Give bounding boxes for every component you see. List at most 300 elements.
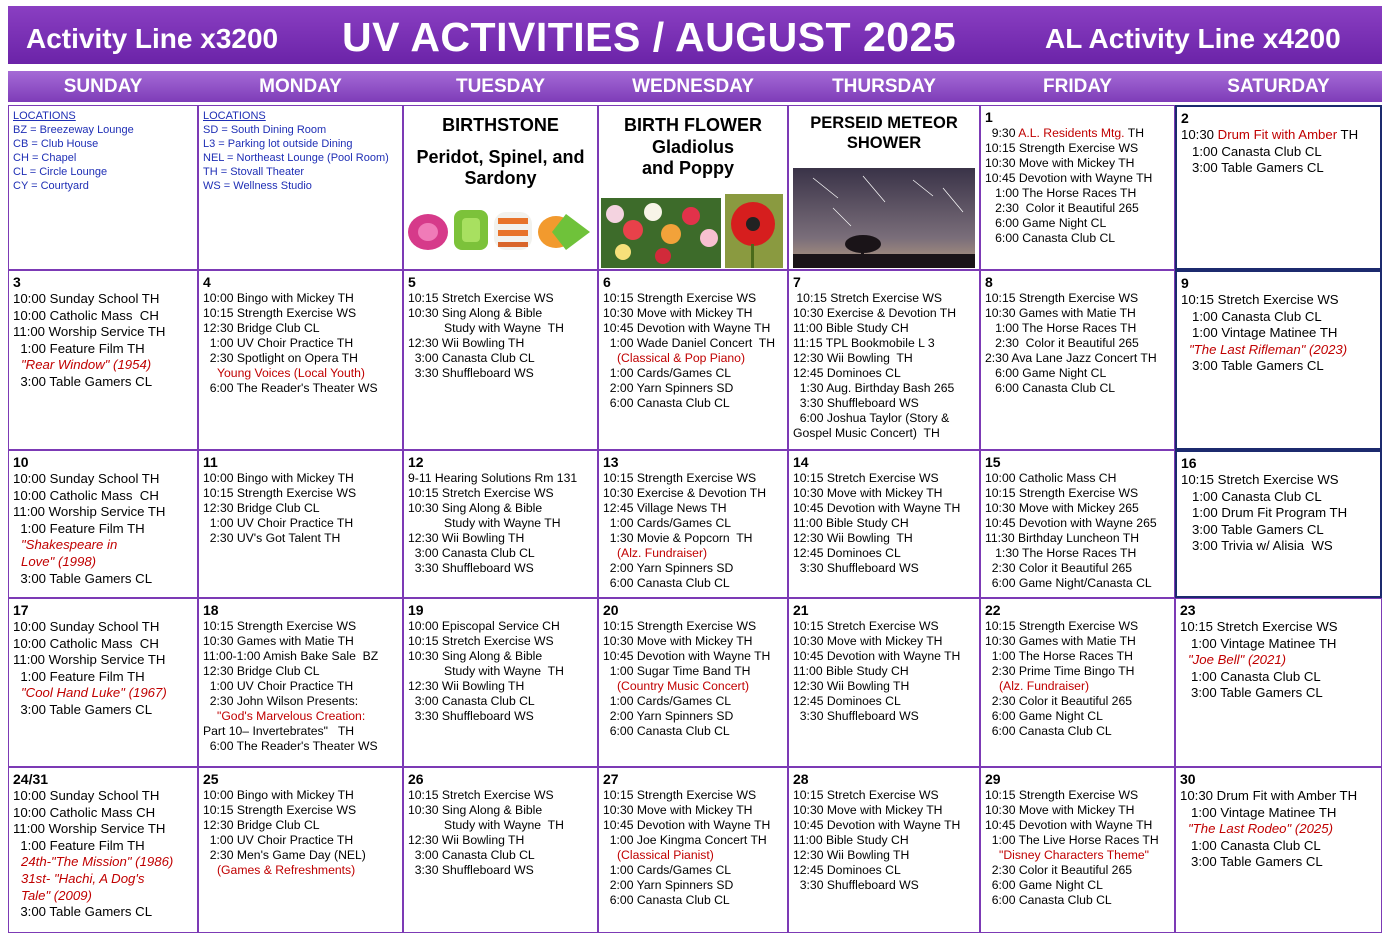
activity-line: 10:15 Strength Exercise WS: [603, 471, 757, 485]
day-cell: [403, 270, 598, 450]
day-number: 9: [1181, 275, 1189, 291]
activity-line: 6:00 Canasta Club CL: [603, 576, 730, 590]
activity-line: 10:00 Catholic Mass CH: [13, 804, 156, 820]
activity-line: 10:30 Games with Matie TH: [985, 634, 1136, 648]
activity-location: TH: [1124, 126, 1144, 140]
activity-line: 12:30 Wii Bowling TH: [793, 531, 913, 545]
day-number: 22: [985, 602, 1001, 618]
activity-line: 3:30 Shuffleboard WS: [408, 863, 534, 877]
activity-line: 1:00 Canasta Club CL: [1180, 668, 1321, 684]
day-header-sunday: SUNDAY: [63, 75, 143, 97]
day-number: 25: [203, 771, 219, 787]
activity-line: 2:30 Color it Beautiful 265: [985, 863, 1133, 877]
activity-line: 1:00 UV Choir Practice TH: [203, 833, 354, 847]
activity-line: 1:00 UV Choir Practice TH: [203, 516, 354, 530]
day-cell: [980, 270, 1175, 450]
activity-line: 12:45 Dominoes CL: [793, 863, 901, 877]
activity-line: 11:30 Birthday Luncheon TH: [985, 531, 1140, 545]
activity-line: 10:00 Sunday School TH: [13, 471, 160, 486]
activity-line: 12:30 Wii Bowling TH: [793, 848, 910, 862]
locations-legend-1: [8, 105, 198, 270]
activity-line: 1:00 The Horse Races TH: [985, 649, 1133, 663]
birth-flower-box: [598, 105, 788, 270]
activity-line: "The Last Rodeo" (2025): [1188, 821, 1333, 837]
activity-line: 10:30 Move with Mickey TH: [793, 634, 943, 648]
activity-line: 3:00 Canasta Club CL: [408, 694, 535, 708]
activity-line: (Classical & Pop Piano): [617, 351, 746, 365]
activity-line: 3:00 Canasta Club CL: [408, 546, 535, 560]
activity-line: 10:15 Stretch Exercise WS: [408, 634, 554, 648]
activity-line: 2:30 Color it Beautiful 265: [985, 561, 1133, 575]
day-number: 13: [603, 454, 619, 470]
activity-line: Study with Wayne TH: [444, 516, 561, 530]
day-cell: [788, 598, 980, 767]
activity-line: 10:45 Devotion with Wayne TH: [793, 818, 961, 832]
activity-line: 1:00 Feature Film TH: [13, 837, 145, 853]
activity-line: 10:45 Devotion with Wayne TH: [985, 171, 1153, 185]
activity-line: 10:15 Stretch Exercise WS: [1181, 472, 1339, 487]
birth-flower-name-2: and Poppy: [641, 158, 734, 178]
activity-line: 12:30 Bridge Club CL: [203, 818, 320, 832]
activity-line: 2:30 John Wilson Presents:: [203, 694, 359, 708]
activity-line: 11:00 Bible Study CH: [793, 321, 909, 335]
activity-line: Study with Wayne TH: [444, 664, 564, 678]
activity-line: [985, 126, 1170, 141]
activity-line: 10:15 Strength Exercise WS: [203, 619, 357, 633]
day-cell: [8, 270, 198, 450]
legend-item: CB = Club House: [13, 138, 99, 150]
legend-item: CL = Circle Lounge: [13, 166, 108, 178]
activity-line: 10:30 Sing Along & Bible: [408, 649, 543, 663]
activity-line: 11:00 Worship Service TH: [13, 652, 166, 668]
day-number: 16: [1181, 455, 1197, 471]
day-cell: [198, 767, 403, 933]
day-cell: [403, 767, 598, 933]
activity-line: 1:30 The Horse Races TH: [985, 546, 1137, 560]
activity-line: 12:30 Wii Bowling TH: [793, 679, 910, 693]
day-number: 26: [408, 771, 424, 787]
day-cell: [598, 450, 788, 598]
activity-line: 2:30 UV's Got Talent TH: [203, 531, 341, 545]
activity-line: 12:30 Wii Bowling TH: [408, 833, 525, 847]
activity-line: 6:00 Canasta Club CL: [603, 396, 730, 410]
day-number: 18: [203, 602, 219, 618]
activity-line: 2:00 Yarn Spinners SD: [603, 878, 734, 892]
activity-line: 11:15 TPL Bookmobile L 3: [793, 336, 935, 350]
activity-line: 1:00 Vintage Matinee TH: [1180, 804, 1337, 820]
activity-line: 12:30 Bridge Club CL: [203, 501, 320, 515]
activity-line: 10:00 Sunday School TH: [13, 788, 160, 803]
activity-line: 31st- "Hachi, A Dog's: [21, 870, 145, 886]
activity-line: 6:00 Canasta Club CL: [985, 381, 1116, 395]
activity-line: 1:00 Canasta Club CL: [1181, 488, 1322, 504]
activity-line: 10:00 Bingo with Mickey TH: [203, 291, 354, 305]
activity-line: 3:00 Table Gamers CL: [1181, 358, 1324, 374]
activity-line: 1:00 Vintage Matinee TH: [1180, 635, 1337, 651]
day-number: 24/31: [13, 771, 49, 787]
activity-line: 10:45 Devotion with Wayne TH: [603, 818, 771, 832]
activity-line: 2:30 Spotlight on Opera TH: [203, 351, 358, 365]
activity-line: 11:00 Bible Study CH: [793, 516, 909, 530]
activity-time: 9:30: [985, 126, 1019, 140]
activity-line: 11:00 Bible Study CH: [793, 664, 909, 678]
day-header-tuesday: TUESDAY: [455, 75, 546, 97]
activity-line: 10:30 Exercise & Devotion TH: [793, 306, 957, 320]
activity-line: 10:00 Catholic Mass CH: [13, 307, 159, 323]
day-cell: [980, 450, 1175, 598]
legend-item: WS = Wellness Studio: [203, 180, 312, 192]
legend-title: LOCATIONS: [13, 110, 76, 122]
day-number: 29: [985, 771, 1001, 787]
activity-line: 6:00 Game Night CL: [985, 878, 1103, 892]
day-cell: [598, 270, 788, 450]
activity-line: 6:00 Game Night/Canasta CL: [985, 576, 1152, 590]
day-cell: [980, 767, 1175, 933]
activity-line: 1:00 Feature Film TH: [13, 668, 145, 684]
day-cell: [198, 598, 403, 767]
activity-line: 10:15 Stretch Exercise WS: [793, 619, 939, 633]
day-number: 3: [13, 274, 21, 290]
activity-line: 10:00 Catholic Mass CH: [13, 635, 159, 651]
activity-line: 10:15 Strength Exercise WS: [603, 619, 757, 633]
gemstones-image: [406, 204, 591, 259]
activity-line: 6:00 Canasta Club CL: [603, 893, 730, 907]
activity-line: (Classical Pianist): [617, 848, 714, 862]
legend-item: NEL = Northeast Lounge (Pool Room): [203, 152, 389, 164]
activity-line: 3:30 Shuffleboard WS: [793, 561, 919, 575]
activity-line: 10:45 Devotion with Wayne TH: [793, 501, 961, 515]
activity-line: 10:15 Stretch Exercise WS: [1180, 619, 1338, 634]
birthstone-title: BIRTHSTONE: [442, 115, 559, 135]
activity-line: 1:00 Drum Fit Program TH: [1181, 505, 1348, 521]
activity-line: 2:00 Yarn Spinners SD: [603, 381, 734, 395]
activity-line: 10:30 Move with Mickey TH: [603, 306, 753, 320]
activity-line: "Rear Window" (1954): [21, 357, 152, 373]
activity-line: 11:00 Bible Study CH: [793, 833, 909, 847]
activity-line: 2:30 Color it Beautiful 265: [985, 201, 1139, 215]
activity-line: 12:45 Dominoes CL: [793, 366, 901, 380]
activity-title: Drum Fit with Amber: [1217, 127, 1338, 142]
page-title: UV ACTIVITIES / AUGUST 2025: [342, 14, 957, 60]
activity-line: 1:00 Cards/Games CL: [603, 366, 732, 380]
legend-item: TH = Stovall Theater: [203, 166, 304, 178]
activity-line: 3:30 Shuffleboard WS: [793, 396, 919, 410]
day-number: 4: [203, 274, 211, 290]
activity-line: 6:00 The Reader's Theater WS: [203, 381, 378, 395]
day-cell: [1175, 105, 1382, 270]
activity-line: 10:30 Drum Fit with Amber TH: [1180, 788, 1358, 803]
activity-line: 2:30 Color it Beautiful 265: [985, 694, 1133, 708]
activity-line: 10:45 Devotion with Wayne TH: [985, 818, 1153, 832]
birth-flower-title: BIRTH FLOWER: [624, 115, 762, 135]
day-cell: [8, 598, 198, 767]
activity-line: 11:00 Worship Service TH: [13, 324, 166, 340]
activity-line: 10:30 Move with Mickey TH: [793, 486, 943, 500]
day-number: 7: [793, 274, 801, 290]
activity-line: 2:30 Prime Time Bingo TH: [985, 664, 1135, 678]
activity-line: 3:30 Shuffleboard WS: [408, 709, 534, 723]
activity-line: 2:00 Yarn Spinners SD: [603, 709, 734, 723]
activity-line: 10:15 Strength Exercise WS: [985, 141, 1139, 155]
legend-item: SD = South Dining Room: [203, 124, 327, 136]
activity-line-right: AL Activity Line x4200: [1045, 23, 1341, 54]
activity-line: 6:00 Game Night CL: [985, 709, 1103, 723]
day-header-saturday: SATURDAY: [1227, 75, 1330, 97]
activity-line: 3:30 Shuffleboard WS: [793, 709, 919, 723]
activity-line: 12:30 Wii Bowling TH: [408, 336, 525, 350]
activity-line: 10:30 Games with Matie TH: [203, 634, 354, 648]
activity-line: Gospel Music Concert) TH: [793, 426, 940, 440]
activity-line: 1:00 UV Choir Practice TH: [203, 679, 354, 693]
day-cell: [1175, 767, 1382, 933]
activity-line: 10:15 Strength Exercise WS: [985, 486, 1139, 500]
activity-line: 1:30 Aug. Birthday Bash 265: [793, 381, 955, 395]
day-cell: [8, 767, 198, 933]
activity-line: 10:00 Episcopal Service CH: [408, 619, 560, 633]
activity-line: (Games & Refreshments): [217, 863, 356, 877]
activity-title: A.L. Residents Mtg.: [1018, 126, 1125, 140]
title-banner: [8, 6, 1382, 64]
activity-line: 3:30 Shuffleboard WS: [408, 561, 534, 575]
activity-line: 1:00 The Live Horse Races TH: [985, 833, 1159, 847]
activity-line: 6:00 Canasta Club CL: [985, 724, 1112, 738]
activity-line: 12:30 Bridge Club CL: [203, 321, 320, 335]
activity-line: 3:00 Table Gamers CL: [1180, 685, 1323, 701]
day-cell: [980, 598, 1175, 767]
legend-item: CH = Chapel: [13, 152, 77, 164]
activity-line: 10:30 Sing Along & Bible: [408, 501, 543, 515]
day-number: 1: [985, 109, 993, 125]
legend-item: CY = Courtyard: [13, 180, 89, 192]
activity-line: 11:00-1:00 Amish Bake Sale BZ: [203, 649, 379, 663]
activity-line: 1:00 Feature Film TH: [13, 340, 145, 356]
activity-line: 10:15 Strength Exercise WS: [985, 788, 1139, 802]
night-sky-image: [793, 168, 975, 268]
activity-line: 10:30 Games with Matie TH: [985, 306, 1136, 320]
activity-line: 10:15 Strength Exercise WS: [985, 619, 1139, 633]
activity-line: 3:00 Table Gamers CL: [13, 701, 153, 717]
activity-line: 10:15 Stretch Exercise WS: [408, 788, 554, 802]
activity-line: 10:15 Stretch Exercise WS: [793, 788, 939, 802]
activity-line: 3:30 Shuffleboard WS: [793, 878, 919, 892]
activity-line: 10:15 Strength Exercise WS: [985, 291, 1139, 305]
day-cell: [403, 450, 598, 598]
activity-line: 1:00 Canasta Club CL: [1180, 837, 1321, 853]
birthstone-box: [403, 105, 598, 270]
day-number: 23: [1180, 602, 1196, 618]
activity-line: 3:00 Table Gamers CL: [13, 373, 153, 389]
activity-line: 10:15 Stretch Exercise WS: [793, 471, 939, 485]
day-header-wednesday: WEDNESDAY: [632, 75, 754, 97]
activity-line: 1:00 Cards/Games CL: [603, 863, 732, 877]
activity-line: 2:30 Ava Lane Jazz Concert TH: [985, 351, 1157, 365]
activity-line: 1:30 Movie & Popcorn TH: [603, 531, 753, 545]
activity-line: 10:00 Catholic Mass CH: [985, 471, 1117, 485]
day-number: 10: [13, 454, 29, 470]
activity-line: 10:30 Move with Mickey TH: [793, 803, 943, 817]
day-cell: [403, 598, 598, 767]
day-number: 21: [793, 602, 809, 618]
activity-line: 10:15 Stretch Exercise WS: [1181, 292, 1339, 307]
activity-line: 3:00 Trivia w/ Alisia WS: [1181, 538, 1333, 554]
activity-line: 2:00 Yarn Spinners SD: [603, 561, 734, 575]
activity-line: 10:00 Bingo with Mickey TH: [203, 471, 354, 485]
activity-line: 10:45 Devotion with Wayne 265: [985, 516, 1157, 530]
legend-item: BZ = Breezeway Lounge: [13, 124, 134, 136]
activity-line: 3:00 Table Gamers CL: [1180, 854, 1323, 870]
day-cell: [1175, 270, 1382, 450]
activity-line: 3:00 Canasta Club CL: [408, 848, 535, 862]
activity-line: 2:30 Color it Beautiful 265: [985, 336, 1139, 350]
activity-line: 1:00 Vintage Matinee TH: [1181, 325, 1338, 341]
activity-line: 6:00 Canasta Club CL: [985, 893, 1112, 907]
meteor-shower-box: [788, 105, 980, 270]
activity-line: "Joe Bell" (2021): [1188, 652, 1287, 668]
activity-line: 9-11 Hearing Solutions Rm 131: [408, 471, 578, 485]
weekday-header: [8, 71, 1382, 102]
day-number: 20: [603, 602, 619, 618]
activity-line: 1:00 Wade Daniel Concert TH: [603, 336, 776, 350]
activity-line: 1:00 The Horse Races TH: [985, 321, 1137, 335]
day-number: 19: [408, 602, 424, 618]
day-number: 14: [793, 454, 809, 470]
activity-line: 3:00 Table Gamers CL: [13, 904, 153, 920]
activity-line: Study with Wayne TH: [444, 818, 564, 832]
activity-line: 10:00 Sunday School TH: [13, 619, 160, 634]
activity-line: 3:00 Canasta Club CL: [408, 351, 535, 365]
day-header-monday: MONDAY: [259, 75, 342, 97]
legend-title: LOCATIONS: [203, 110, 266, 122]
day-cell: [788, 450, 980, 598]
day-header-thursday: THURSDAY: [832, 75, 936, 97]
day-cell: [8, 450, 198, 598]
activity-line: 3:00 Table Gamers CL: [1181, 521, 1324, 537]
activity-line: 1:00 Canasta Club CL: [1181, 308, 1322, 324]
day-number: 12: [408, 454, 424, 470]
activity-line: 12:30 Bridge Club CL: [203, 664, 320, 678]
activity-line: 1:00 Canasta Club CL: [1181, 143, 1322, 159]
day-number: 5: [408, 274, 416, 290]
activity-time: 10:30: [1181, 127, 1218, 142]
activity-line: "Disney Characters Theme": [999, 848, 1149, 862]
activity-line: 10:15 Strength Exercise WS: [203, 803, 357, 817]
activity-line: 12:45 Village News TH: [603, 501, 727, 515]
activity-line: 10:30 Move with Mickey TH: [603, 634, 753, 648]
activity-line: [1181, 127, 1376, 144]
activity-line: 10:45 Devotion with Wayne TH: [793, 649, 961, 663]
activity-line: (Country Music Concert): [617, 679, 750, 693]
activity-line: Tale" (2009): [21, 887, 92, 903]
activity-line: 10:15 Stretch Exercise WS: [408, 291, 554, 305]
activity-line: (Alz. Fundraiser): [999, 679, 1090, 693]
day-cell: [788, 767, 980, 933]
activity-line: 1:00 Cards/Games CL: [603, 516, 732, 530]
activity-line: 10:00 Bingo with Mickey TH: [203, 788, 354, 802]
activity-line: 10:15 Stretch Exercise WS: [793, 291, 943, 305]
day-cell: [198, 270, 403, 450]
activity-line: 12:45 Dominoes CL: [793, 546, 901, 560]
activity-line: 10:15 Strength Exercise WS: [603, 788, 757, 802]
activity-line: 10:15 Stretch Exercise WS: [408, 486, 554, 500]
activity-line: 1:00 UV Choir Practice TH: [203, 336, 354, 350]
activity-line: 10:00 Sunday School TH: [13, 291, 160, 306]
activity-line: 6:00 Game Night CL: [985, 216, 1107, 230]
activity-line: 10:30 Exercise & Devotion TH: [603, 486, 767, 500]
activity-line: 1:00 The Horse Races TH: [985, 186, 1137, 200]
activity-line: Love" (1998): [21, 553, 97, 569]
activity-line: "God's Marvelous Creation:: [217, 709, 366, 723]
activity-line: 11:00 Worship Service TH: [13, 504, 166, 520]
activity-line: 11:00 Worship Service TH: [13, 821, 166, 837]
activity-line: 6:00 Canasta Club CL: [985, 231, 1116, 245]
activity-line: Young Voices (Local Youth): [217, 366, 365, 380]
day-number: 27: [603, 771, 619, 787]
activity-line: 10:15 Strength Exercise WS: [203, 486, 357, 500]
day-number: 6: [603, 274, 611, 290]
day-number: 11: [203, 454, 218, 470]
activity-line: "The Last Rifleman" (2023): [1189, 341, 1348, 357]
activity-line: 10:30 Sing Along & Bible: [408, 306, 543, 320]
activity-line: Part 10– Invertebrates" TH: [203, 724, 355, 738]
activity-line: 1:00 Feature Film TH: [13, 520, 145, 536]
activity-line: 6:00 Game Night CL: [985, 366, 1107, 380]
day-number: 2: [1181, 110, 1189, 126]
activity-line-left: Activity Line x3200: [26, 23, 279, 54]
activity-line: 12:45 Dominoes CL: [793, 694, 901, 708]
locations-legend-2: [198, 105, 403, 270]
day-cell: [1175, 598, 1382, 767]
day-number: 28: [793, 771, 809, 787]
activity-location: TH: [1337, 127, 1359, 142]
legend-item: L3 = Parking lot outside Dining: [203, 138, 353, 150]
calendar-grid: [8, 105, 1382, 933]
activity-line: 10:30 Move with Mickey TH: [985, 803, 1135, 817]
day-number: 15: [985, 454, 1001, 470]
activity-line: 10:45 Devotion with Wayne TH: [603, 649, 771, 663]
activity-line: 10:15 Strength Exercise WS: [603, 291, 757, 305]
activity-line: 12:30 Wii Bowling TH: [408, 531, 525, 545]
day-number: 17: [13, 602, 29, 618]
activity-line: 6:00 The Reader's Theater WS: [203, 739, 378, 753]
meteor-shower-title: PERSEID METEOR SHOWER: [810, 114, 958, 152]
day-cell: [598, 598, 788, 767]
activity-line: "Cool Hand Luke" (1967): [21, 685, 167, 701]
activity-line: 10:30 Move with Mickey TH: [603, 803, 753, 817]
day-number: 30: [1180, 771, 1196, 787]
activity-line: 12:30 Wii Bowling TH: [793, 351, 913, 365]
activity-line: 6:00 Joshua Taylor (Story &: [793, 411, 950, 425]
activity-line: Study with Wayne TH: [444, 321, 564, 335]
activity-line: 10:00 Catholic Mass CH: [13, 487, 159, 503]
activity-line: 1:00 Sugar Time Band TH: [603, 664, 751, 678]
activity-line: 10:45 Devotion with Wayne TH: [603, 321, 771, 335]
day-cell: [198, 450, 403, 598]
day-header-friday: FRIDAY: [1043, 75, 1112, 97]
activity-line: 10:30 Move with Mickey TH: [985, 156, 1135, 170]
activity-line: 1:00 Cards/Games CL: [603, 694, 732, 708]
day-cell: [598, 767, 788, 933]
activity-line: (Alz. Fundraiser): [617, 546, 708, 560]
flowers-image: [601, 194, 785, 268]
day-cell: [980, 105, 1175, 270]
activity-line: 1:00 Joe Kingma Concert TH: [603, 833, 767, 847]
birth-flower-name: Gladiolus: [651, 137, 734, 157]
activity-line: 10:30 Sing Along & Bible: [408, 803, 543, 817]
activity-line: 10:15 Strength Exercise WS: [203, 306, 357, 320]
day-cell: [1175, 450, 1382, 598]
activity-line: 2:30 Men's Game Day (NEL): [203, 848, 366, 862]
activity-line: 3:30 Shuffleboard WS: [408, 366, 534, 380]
